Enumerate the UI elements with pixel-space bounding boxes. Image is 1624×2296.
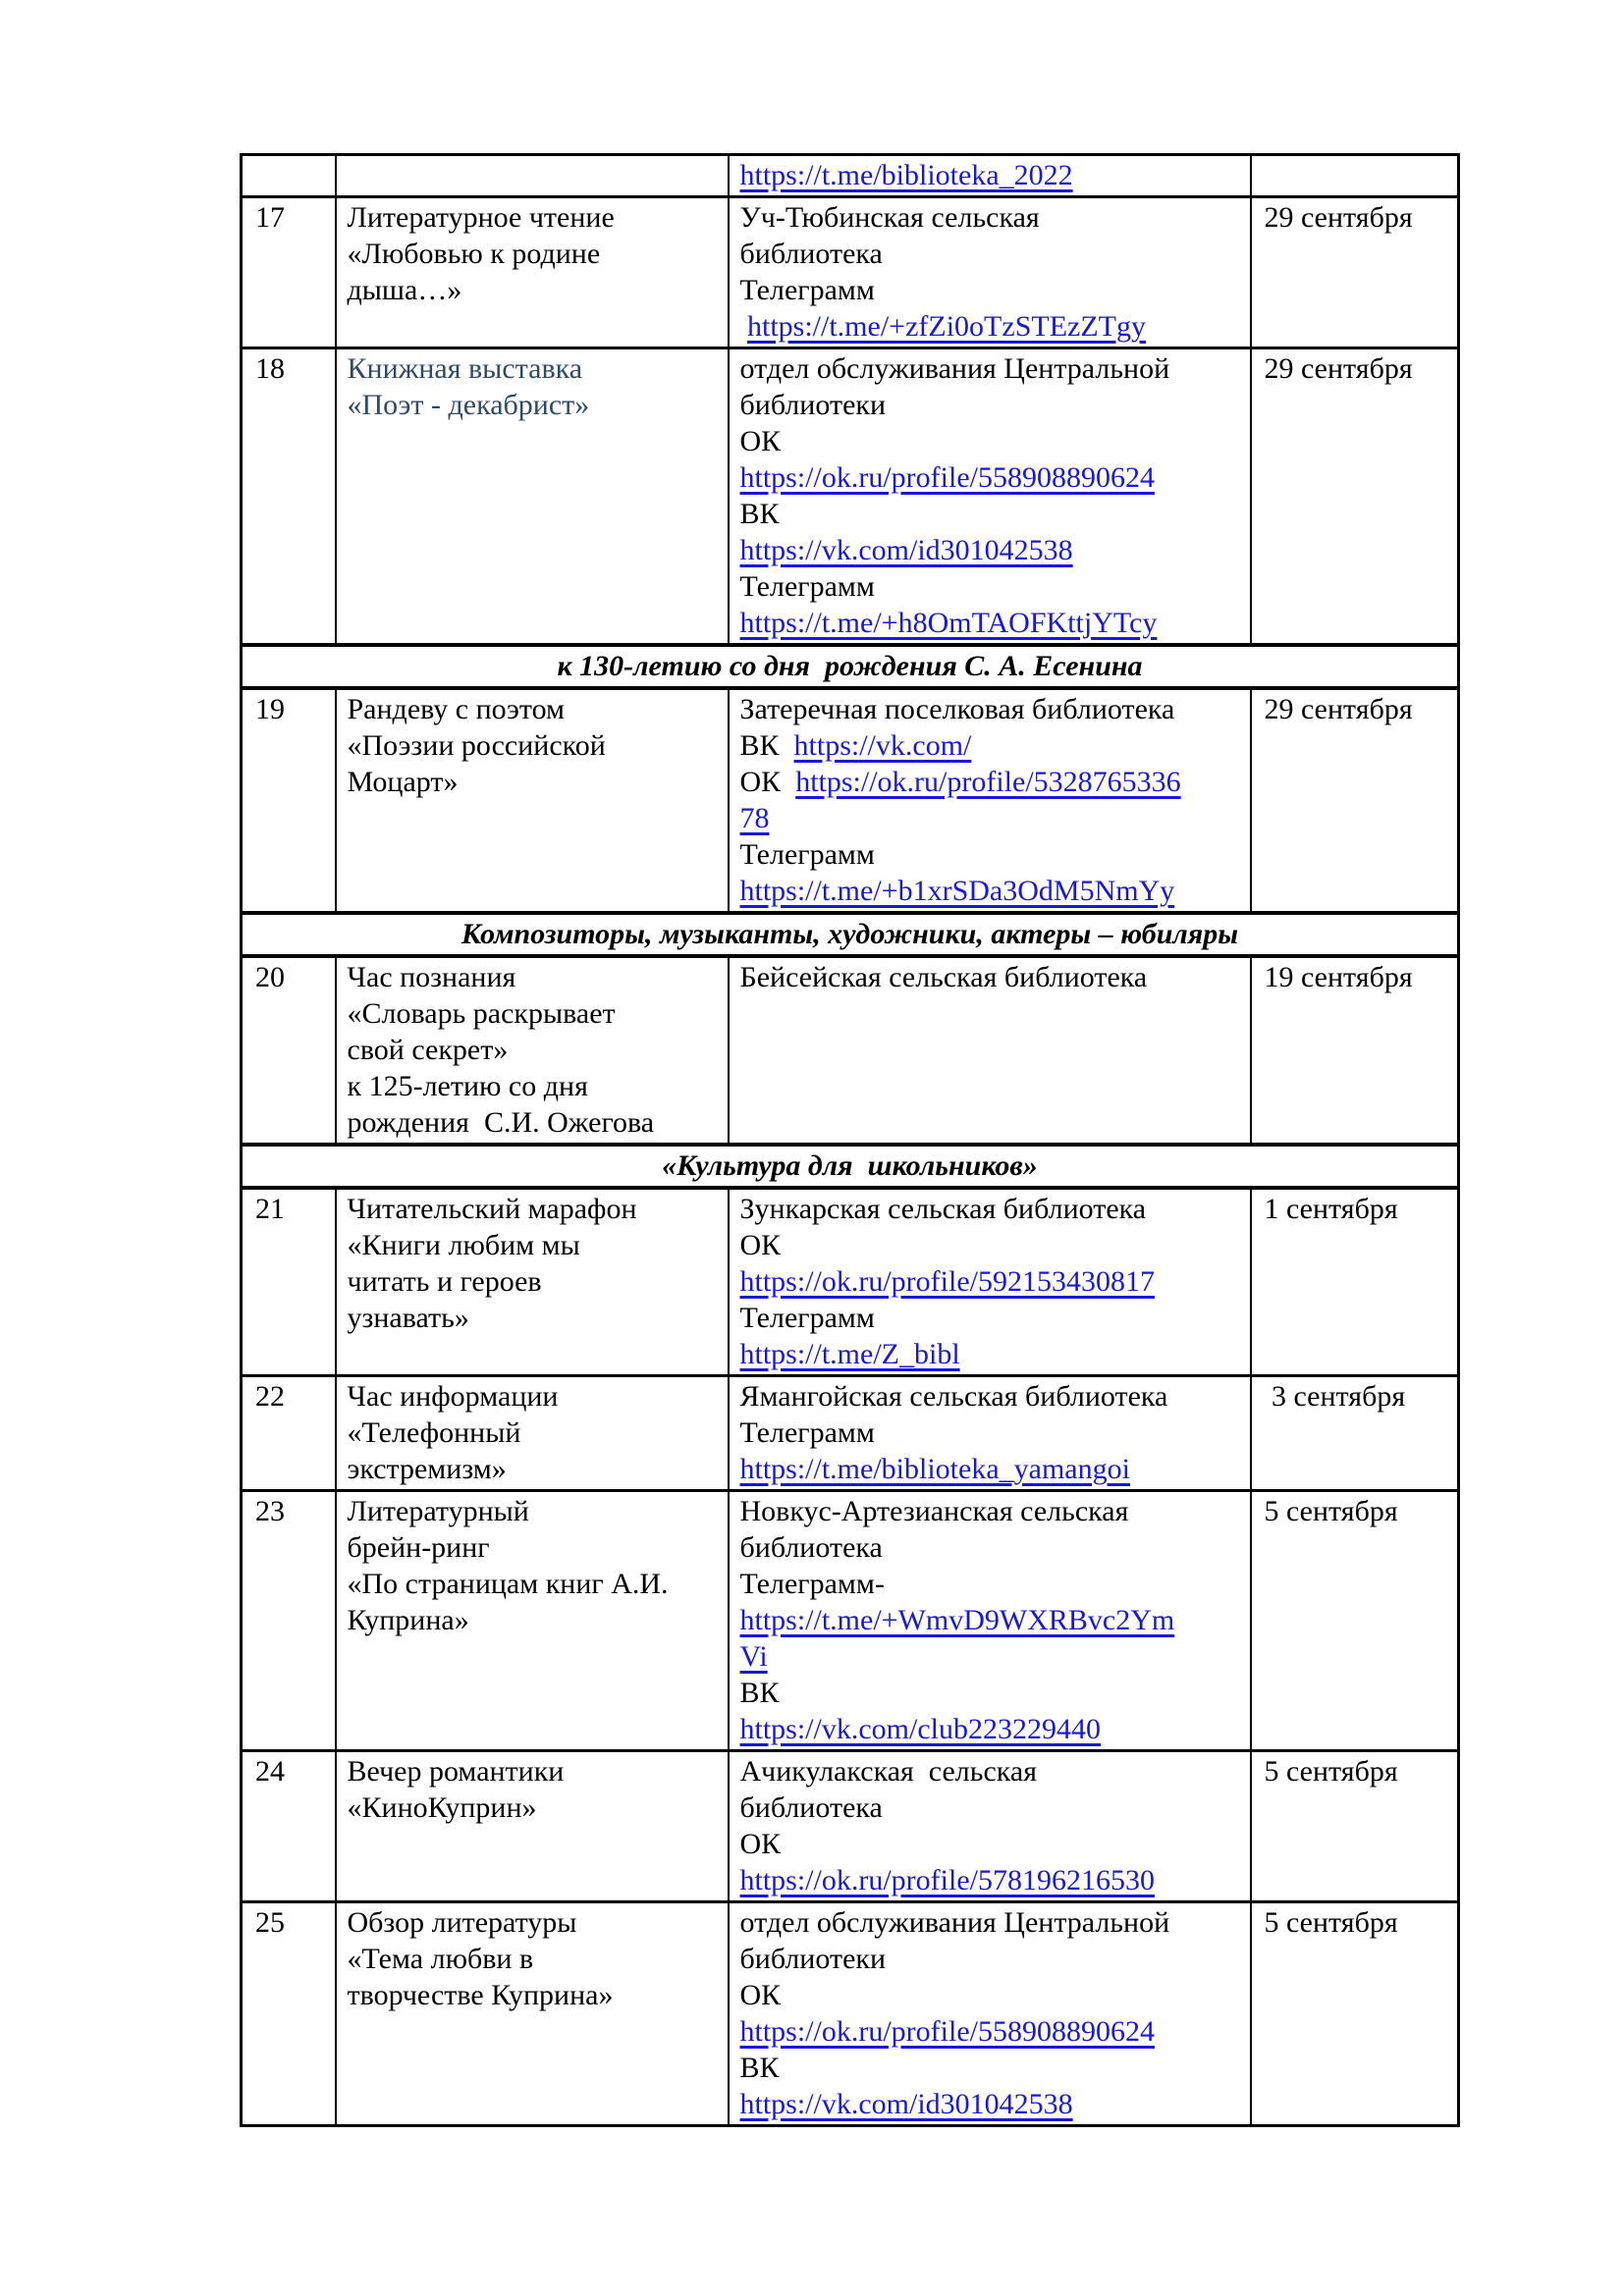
library-text: Новкус-Артезианская сельская: [739, 1495, 1129, 1527]
event-title-line: Рандеву с поэтом: [347, 693, 566, 725]
library-line: [740, 1941, 1242, 1977]
event-title-line: «Тема любви в: [347, 1943, 534, 1975]
events-table-body: [242, 155, 1459, 2126]
social-link[interactable]: https://ok.ru/profile/558908890624: [739, 2015, 1155, 2048]
table-row: [242, 1902, 1459, 2126]
event-title-cell: [336, 1902, 729, 2126]
event-title-line: Литературное чтение: [347, 201, 615, 234]
library-text: ОК: [739, 1828, 782, 1860]
library-cell: [729, 348, 1251, 646]
event-title-cell: [336, 956, 729, 1145]
event-title-line: свой секрет»: [347, 1034, 509, 1066]
event-title-cell: [336, 1491, 729, 1751]
library-cell: [729, 1491, 1251, 1751]
library-line: [740, 387, 1242, 423]
section-header-row: [242, 645, 1459, 688]
library-line: [740, 1862, 1242, 1898]
date-cell: 29 сентября: [1251, 348, 1459, 646]
library-line: [740, 1904, 1242, 1941]
library-text: Ямангойская сельская библиотека: [739, 1380, 1168, 1413]
section-title: к 130-летию со дня рождения С. А. Есенина: [242, 645, 1459, 688]
table-row: [242, 956, 1459, 1145]
date-cell: 19 сентября: [1251, 956, 1459, 1145]
event-title-line: «Поэзии российской: [347, 729, 606, 762]
library-text: ОК: [739, 1229, 782, 1261]
event-title-line: Литературный: [347, 1495, 529, 1527]
library-text: ОК: [739, 425, 782, 457]
library-line: [740, 2086, 1242, 2122]
event-title-line: творчестве Куприна»: [347, 1979, 614, 2011]
date-cell: 5 сентября: [1251, 1751, 1459, 1902]
event-title-line: «Любовью к родине: [347, 238, 601, 270]
social-link[interactable]: https://t.me/+b1xrSDa3OdM5NmYy: [739, 875, 1175, 907]
date-cell: 1 сентября: [1251, 1188, 1459, 1376]
document-sheet: [240, 153, 1460, 2127]
library-text: Телеграмм: [739, 838, 875, 871]
library-cell: [729, 1376, 1251, 1491]
event-title-line: Читательский марафон: [347, 1193, 637, 1225]
social-link[interactable]: https://ok.ru/profile/558908890624: [739, 461, 1155, 494]
event-title-line: «Словарь раскрывает: [347, 997, 616, 1030]
section-header-row: [242, 913, 1459, 956]
library-text: Телеграмм-: [739, 1568, 885, 1600]
social-link[interactable]: https://t.me/biblioteka_yamangoi: [739, 1453, 1130, 1485]
library-line: [740, 423, 1242, 459]
library-cell: [729, 155, 1251, 197]
social-link[interactable]: https://t.me/biblioteka_2022: [739, 159, 1073, 191]
events-table: [240, 153, 1460, 2127]
event-title-cell: [336, 1376, 729, 1491]
event-title-line: Час информации: [347, 1380, 559, 1413]
library-line: [740, 800, 1242, 836]
library-line: [740, 1336, 1242, 1372]
library-text: библиотеки: [739, 389, 887, 421]
library-line: [740, 1566, 1242, 1602]
table-row: [242, 1491, 1459, 1751]
library-line: [740, 1826, 1242, 1862]
social-link[interactable]: https://t.me/+WmvD9WXRBvc2Ym: [739, 1604, 1175, 1636]
library-line: [740, 873, 1242, 909]
date-cell: [1251, 155, 1459, 197]
table-row: [242, 688, 1459, 913]
library-line: [740, 959, 1242, 995]
library-line: [740, 836, 1242, 873]
library-line: [740, 1191, 1242, 1227]
event-title-line: рождения С.И. Ожегова: [347, 1106, 655, 1139]
event-title-line: «Книги любим мы: [347, 1229, 580, 1261]
date-cell: 5 сентября: [1251, 1902, 1459, 2126]
library-line: [740, 532, 1242, 568]
table-row: [242, 155, 1459, 197]
social-link[interactable]: 78: [739, 802, 770, 834]
library-text: библиотека: [739, 238, 883, 270]
table-row: [242, 197, 1459, 348]
table-row: [242, 348, 1459, 646]
library-cell: [729, 956, 1251, 1145]
event-title-line: «По страницам книг А.И.: [347, 1568, 669, 1600]
library-line: [740, 496, 1242, 532]
library-line: [740, 1227, 1242, 1263]
event-title-line: экстремизм»: [347, 1453, 507, 1485]
event-title-line: к 125-летию со дня: [347, 1070, 588, 1102]
library-cell: [729, 1751, 1251, 1902]
event-title-line: Куприна»: [347, 1604, 469, 1636]
row-number-cell: 21: [242, 1188, 336, 1376]
library-line: [740, 272, 1242, 308]
social-link[interactable]: Vi: [739, 1640, 768, 1673]
library-text: Затеречная поселковая библиотека: [739, 693, 1175, 725]
social-link[interactable]: https://t.me/+zfZi0oTzSTEzZTgy: [747, 310, 1146, 343]
event-title-line: Моцарт»: [347, 766, 459, 798]
table-row: [242, 1188, 1459, 1376]
library-line: [740, 157, 1242, 193]
event-title-line: «КиноКуприн»: [347, 1791, 537, 1824]
section-title: Композиторы, музыканты, художники, актеры – юбиляры: [242, 913, 1459, 956]
library-text: библиотека: [739, 1531, 883, 1564]
library-line: [740, 1789, 1242, 1826]
date-cell: 5 сентября: [1251, 1491, 1459, 1751]
event-title-line: дыша…»: [347, 274, 462, 306]
library-text: библиотека: [739, 1791, 883, 1824]
library-line: [740, 1711, 1242, 1747]
library-line: [740, 1378, 1242, 1415]
event-title-cell: [336, 688, 729, 913]
event-title-line: Час познания: [347, 961, 516, 993]
library-cell: [729, 688, 1251, 913]
row-number-cell: 20: [242, 956, 336, 1145]
library-line: [740, 350, 1242, 387]
library-text: ВК: [739, 729, 794, 762]
library-line: [740, 199, 1242, 236]
library-line: [740, 308, 1242, 345]
event-title-line: брейн-ринг: [347, 1531, 490, 1564]
date-cell: 3 сентября: [1251, 1376, 1459, 1491]
library-text: ВК: [739, 1677, 780, 1709]
library-line: [740, 236, 1242, 272]
social-link[interactable]: https://vk.com/id301042538: [739, 2088, 1073, 2120]
library-line: [740, 1300, 1242, 1336]
library-text: Телеграмм: [739, 1302, 875, 1334]
library-text: Телеграмм: [739, 1416, 875, 1449]
library-line: [740, 2050, 1242, 2086]
event-title-line: Обзор литературы: [347, 1906, 577, 1939]
event-title-line: Книжная выставка: [347, 352, 583, 385]
library-text: отдел обслуживания Центральной: [739, 352, 1170, 385]
row-number-cell: 17: [242, 197, 336, 348]
event-title-line: «Поэт - декабрист»: [347, 389, 590, 421]
library-text: Бейсейская сельская библиотека: [739, 961, 1148, 993]
library-line: [740, 568, 1242, 605]
event-title-line: Вечер романтики: [347, 1755, 565, 1788]
library-text: Телеграмм: [739, 274, 875, 306]
table-row: [242, 1751, 1459, 1902]
library-line: [740, 1493, 1242, 1529]
library-line: [740, 1977, 1242, 2013]
library-text: Зункарская сельская библиотека: [739, 1193, 1147, 1225]
library-text: Ачикулакская сельская: [739, 1755, 1038, 1788]
library-text: ВК: [739, 2052, 780, 2084]
library-line: [740, 1529, 1242, 1566]
library-text: Уч-Тюбинская сельская: [739, 201, 1040, 234]
social-link[interactable]: https://ok.ru/profile/5328765336: [795, 766, 1181, 798]
row-number-cell: 22: [242, 1376, 336, 1491]
social-link[interactable]: https://ok.ru/profile/578196216530: [739, 1864, 1155, 1896]
library-text: ОК: [739, 1979, 782, 2011]
event-title-line: узнавать»: [347, 1302, 469, 1334]
event-title-cell: [336, 1188, 729, 1376]
row-number-cell: [242, 155, 336, 197]
library-line: [740, 2013, 1242, 2050]
library-line: [740, 605, 1242, 641]
row-number-cell: 23: [242, 1491, 336, 1751]
social-link[interactable]: https://vk.com/: [793, 729, 972, 762]
social-link[interactable]: https://vk.com/id301042538: [739, 534, 1073, 566]
library-text: ВК: [739, 498, 780, 530]
event-title-cell: [336, 348, 729, 646]
library-line: [740, 1675, 1242, 1711]
library-line: [740, 1263, 1242, 1300]
social-link[interactable]: https://ok.ru/profile/592153430817: [739, 1265, 1155, 1298]
library-text: отдел обслуживания Центральной: [739, 1906, 1170, 1939]
library-cell: [729, 197, 1251, 348]
event-title-line: «Телефонный: [347, 1416, 521, 1449]
library-text: библиотеки: [739, 1943, 887, 1975]
library-cell: [729, 1902, 1251, 2126]
row-number-cell: 19: [242, 688, 336, 913]
library-text: ОК: [739, 766, 796, 798]
row-number-cell: 18: [242, 348, 336, 646]
social-link[interactable]: https://t.me/+h8OmTAOFKttjYTcy: [739, 607, 1158, 639]
library-line: [740, 1602, 1242, 1638]
row-number-cell: 24: [242, 1751, 336, 1902]
social-link[interactable]: https://t.me/Z_bibl: [739, 1338, 960, 1370]
library-line: [740, 1451, 1242, 1487]
library-line: [740, 1638, 1242, 1675]
library-line: [740, 1415, 1242, 1451]
library-line: [740, 1753, 1242, 1789]
library-line: [740, 691, 1242, 727]
event-title-cell: [336, 155, 729, 197]
date-cell: 29 сентября: [1251, 688, 1459, 913]
library-text: [740, 310, 748, 343]
date-cell: 29 сентября: [1251, 197, 1459, 348]
library-line: [740, 727, 1242, 764]
library-cell: [729, 1188, 1251, 1376]
row-number-cell: 25: [242, 1902, 336, 2126]
section-header-row: [242, 1145, 1459, 1188]
social-link[interactable]: https://vk.com/club223229440: [739, 1713, 1101, 1745]
event-title-line: читать и героев: [347, 1265, 542, 1298]
table-row: [242, 1376, 1459, 1491]
section-title: «Культура для школьников»: [242, 1145, 1459, 1188]
event-title-cell: [336, 197, 729, 348]
event-title-cell: [336, 1751, 729, 1902]
library-line: [740, 459, 1242, 496]
library-text: Телеграмм: [739, 570, 875, 603]
library-line: [740, 764, 1242, 800]
